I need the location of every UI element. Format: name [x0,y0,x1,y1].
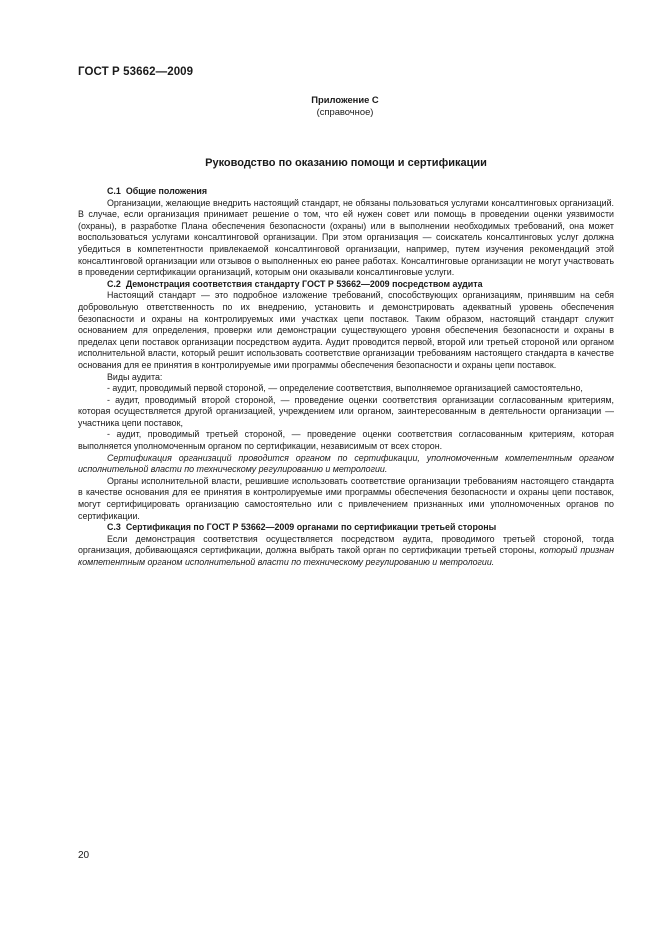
section-title: Общие положения [125,186,208,196]
section-number: С.2 [107,278,121,289]
paragraph-italic-text: который признан компетентным органом исполнительной власти по техническому регулированию и метрологии. [78,545,615,567]
appendix-heading: Руководство по оказанию помощи и сертификации [205,157,487,169]
appendix-note: (справочное) [316,106,374,117]
list-item: - аудит, проводимый первой стороной, — определение соответствия, выполняемое организацией самостоятельно, [107,383,583,394]
paragraph: Виды аудита: [107,371,163,382]
list-item: - аудит, проводимый третьей стороной, — проведение оценки соответствия согласованным критериям, которая выполняется уполномоченным органом по сертификации, независимым от всех сторон. [78,429,614,452]
appendix-title: Приложение С [311,94,379,105]
section-title: Демонстрация соответствия стандарту ГОСТ Р 53662—2009 посредством аудита [125,278,483,289]
paragraph: Настоящий стандарт — это подробное изложение требований, способствующих организациям, принявшим на себя добровольную ответственность по их внедрению, установить и демонстрировать адекватный уровень обеспечения безопасности и охраны на контролируемых ими участках цепи поставок. Таким образом, настоящий стандарт служит основанием для определения, проверки или демонстрации существующего уровня обеспечения безопасности и охраны в пределах цепи поставок организации посредством аудита. Аудит проводится первой, второй или третьей стороной или органом исполнительной власти, который решит использовать соответствие организации требованиям настоящего стандарта в качестве основания для ее принятия в контролируемые ими программы обеспечения безопасности и охраны цепи поставок. [78,290,614,370]
section-heading-c1 [78,186,614,198]
paragraph-italic: Сертификация организаций проводится органом по сертификации, уполномоченным компетентным органом исполнительной власти по техническому регулированию и метрологии. [78,452,614,475]
paragraph: Органы исполнительной власти, решившие использовать соответствие организации требованиям настоящего стандарта в качестве основания для ее принятия в контролируемые ими программы обеспечения безопасности и охраны цепи поставок, могут сертифицировать организацию самостоятельно или с привлечением признанных ими уполномоченных органов по сертификации. [78,475,614,521]
paragraph [78,534,614,569]
standard-code: ГОСТ Р 53662—2009 [78,66,194,78]
section-heading-c3 [78,522,614,534]
list-item: - аудит, проводимый второй стороной, — проведение оценки соответствия организации согласованным критериям, которая осуществляется другой организацией, учреждением или органом, заинтересованным в деятельности организации — участника цепи поставок, [78,394,614,428]
section-heading-c2 [78,279,614,291]
section-number: С.3 [107,522,121,533]
section-title: Сертификация по ГОСТ Р 53662—2009 органами по сертификации третьей стороны [125,522,497,533]
paragraph-text: Если демонстрация соответствия осуществляется посредством аудита, проводимого третьей стороной, тогда организация, добивающаяся сертификации, должна выбрать такой орган по сертификации третьей стороны, [78,533,614,556]
section-number: С.1 [107,186,121,196]
page-number: 20 [78,850,90,861]
paragraph: Организации, желающие внедрить настоящий стандарт, не обязаны пользоваться услугами консалтинговых организаций. В случае, если организация принимает решение о том, что ей нужен совет или помощь в проведении оценки уязвимости (охраны), в разработке Плана обеспечения безопасности (охраны) или в выполнении необходимых требований, она может воспользоваться услугами консалтинговой организации. При этом организация — соискатель консалтинговых услуг должна убедиться в компетентности привлекаемой консалтинговой организации, например, путем изучения рекомендаций этой консалтинговой организации или отзывов о выполненных ею ранее работах. Консалтинговые организации не могут участвовать в проведении сертификации организаций, которым они оказывали консалтинговые услуги. [78,197,614,278]
document-body [78,186,614,569]
appendix-label [250,94,440,118]
